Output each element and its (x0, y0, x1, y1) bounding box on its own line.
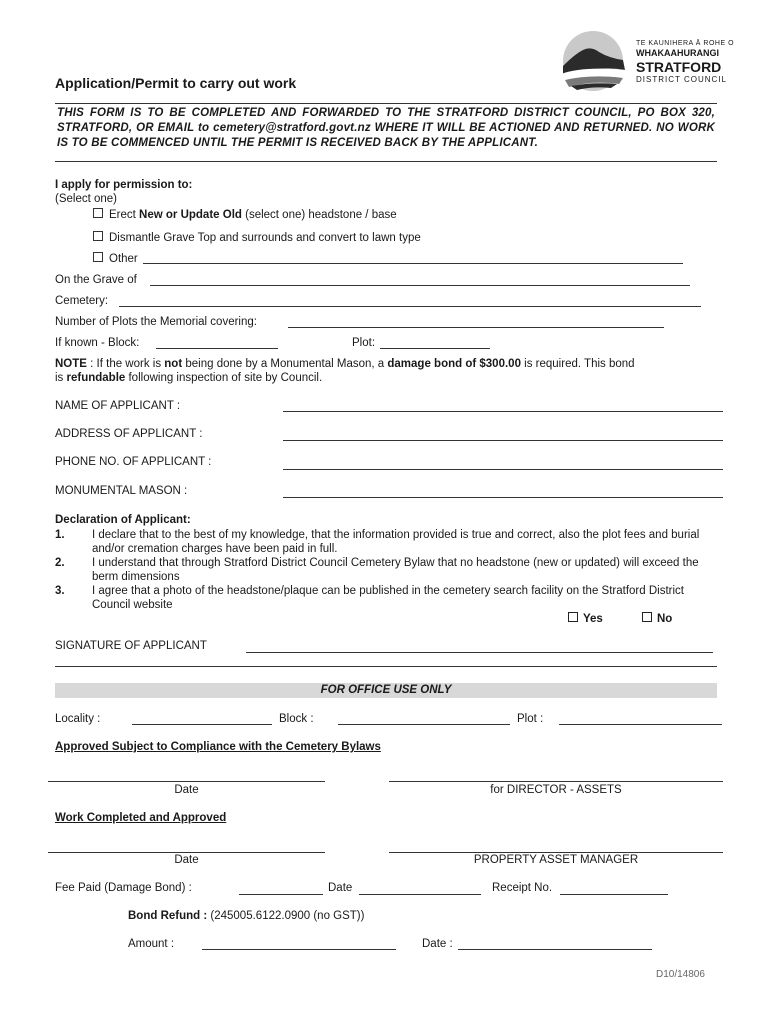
note-h: refundable (66, 372, 126, 384)
declaration-item (55, 528, 720, 556)
note-c: not (164, 358, 183, 370)
fee-date-line[interactable] (359, 894, 481, 895)
grave-label: On the Grave of (55, 274, 137, 286)
fee-date-label: Date (328, 882, 353, 894)
option-erect-label-c: (select one) headstone / base (241, 209, 397, 221)
date2-label: Date (174, 854, 199, 866)
declaration-item (55, 584, 720, 612)
block-label: If known - Block: (55, 337, 140, 349)
approved-heading: Approved Subject to Compliance with the Cemetery Bylaws (55, 741, 381, 753)
amount-date-line[interactable] (458, 949, 652, 950)
checkbox-no[interactable] (642, 612, 652, 622)
note-line-1 (55, 358, 635, 370)
grave-line[interactable] (150, 285, 690, 286)
option-other-label: Other (109, 253, 138, 265)
applicant-name-line[interactable] (283, 411, 723, 412)
plot-label: Plot: (352, 337, 376, 349)
block-line[interactable] (156, 348, 278, 349)
document-id: D10/14806 (656, 969, 705, 980)
director-label: for DIRECTOR - ASSETS (490, 784, 622, 796)
select-one-label: (Select one) (55, 193, 118, 205)
cemetery-line[interactable] (119, 306, 701, 307)
note-line-2 (55, 372, 322, 384)
option-erect-label-b: New or Update Old (139, 209, 242, 221)
option-erect[interactable] (93, 208, 397, 221)
yes-option[interactable] (568, 612, 603, 625)
mason-line[interactable] (283, 497, 723, 498)
office-block-label: Block : (279, 713, 314, 725)
option-erect-label-a: Erect (109, 209, 140, 221)
logo-line-2: WHAKAAHURANGI (636, 48, 719, 58)
logo-line-3: STRATFORD (636, 59, 722, 75)
no-option[interactable] (642, 612, 672, 625)
notice-box: THIS FORM IS TO BE COMPLETED AND FORWARDED TO THE STRATFORD DISTRICT COUNCIL, PO BOX 320, STRATFORD, OR EMAIL to cemetery@stratford.govt.nz WHERE IT WILL BE ACTIONED AND RETURNED. NO WORK IS TO BE COMMENCED UNTIL THE PERMIT IS RECEIVED BACK BY THE APPLICANT. (55, 103, 717, 162)
date1-line[interactable] (48, 781, 325, 782)
checkbox-erect[interactable] (93, 208, 103, 218)
work-completed-heading: Work Completed and Approved (55, 812, 227, 824)
plots-label: Number of Plots the Memorial covering: (55, 316, 257, 328)
declaration-num: 1. (55, 529, 65, 541)
section-divider (55, 666, 717, 667)
bond-refund-line (128, 910, 364, 922)
option-dismantle[interactable] (93, 231, 421, 244)
receipt-line[interactable] (560, 894, 668, 895)
declaration-heading: Declaration of Applicant: (55, 514, 191, 526)
yes-label: Yes (583, 613, 603, 625)
receipt-label: Receipt No. (492, 882, 553, 894)
note-d: being done by a Monumental Mason, a (182, 358, 388, 370)
office-block-line[interactable] (338, 724, 510, 725)
applicant-address-label: ADDRESS OF APPLICANT : (55, 428, 203, 440)
page-title: Application/Permit to carry out work (55, 75, 297, 91)
signature-label: SIGNATURE OF APPLICANT (55, 640, 207, 652)
apply-heading: I apply for permission to: (55, 179, 193, 191)
note-i: following inspection of site by Council. (125, 372, 323, 384)
declaration-text: I declare that to the best of my knowledge, that the information provided is true and correct, also the plot fees and burial and/or cremation charges have been paid in full. (92, 529, 700, 555)
office-plot-label: Plot : (517, 713, 544, 725)
manager-label: PROPERTY ASSET MANAGER (473, 854, 639, 866)
no-label: No (657, 613, 673, 625)
locality-line[interactable] (132, 724, 272, 725)
checkbox-dismantle[interactable] (93, 231, 103, 241)
cemetery-label: Cemetery: (55, 295, 109, 307)
checkbox-yes[interactable] (568, 612, 578, 622)
office-use-heading: FOR OFFICE USE ONLY (320, 684, 452, 696)
amount-line[interactable] (202, 949, 396, 950)
declaration-item (55, 556, 720, 584)
note-e: damage bond of $300.00 (387, 358, 521, 370)
option-other[interactable] (93, 252, 138, 265)
office-plot-line[interactable] (559, 724, 722, 725)
plot-line[interactable] (380, 348, 490, 349)
date1-label: Date (174, 784, 199, 796)
note-b: : If the work is (86, 358, 165, 370)
bond-refund-label: Bond Refund : (128, 910, 208, 922)
plots-line[interactable] (288, 327, 664, 328)
note-f: is required. This bond (520, 358, 635, 370)
checkbox-other[interactable] (93, 252, 103, 262)
bond-refund-code: (245005.6122.0900 (no GST)) (207, 910, 365, 922)
declaration-text: I agree that a photo of the headstone/plaque can be published in the cemetery search facility on the Stratford District Council website (92, 585, 684, 611)
applicant-phone-label: PHONE NO. OF APPLICANT : (55, 456, 212, 468)
fee-paid-line[interactable] (239, 894, 323, 895)
note-a: NOTE (55, 358, 87, 370)
date2-line[interactable] (48, 852, 325, 853)
declaration-text: I understand that through Stratford District Council Cemetery Bylaw that no headstone (new or updated) will exceed the berm dimensions (92, 557, 699, 583)
amount-label: Amount : (128, 938, 175, 950)
fee-paid-label: Fee Paid (Damage Bond) : (55, 882, 192, 894)
applicant-phone-line[interactable] (283, 469, 723, 470)
mason-label: MONUMENTAL MASON : (55, 485, 188, 497)
stratford-logo (553, 30, 633, 95)
note-g: is (55, 372, 67, 384)
director-signature-line[interactable] (389, 781, 723, 782)
other-line[interactable] (143, 263, 683, 264)
option-dismantle-label: Dismantle Grave Top and surrounds and convert to lawn type (109, 232, 421, 244)
locality-label: Locality : (55, 713, 101, 725)
manager-signature-line[interactable] (389, 852, 723, 853)
signature-line[interactable] (246, 652, 713, 653)
logo-line-4: DISTRICT COUNCIL (636, 75, 727, 84)
applicant-name-label: NAME OF APPLICANT : (55, 400, 181, 412)
declaration-num: 3. (55, 585, 65, 597)
declaration-num: 2. (55, 557, 65, 569)
logo-line-1: TE KAUNIHERA Ā ROHE O (636, 40, 735, 47)
applicant-address-line[interactable] (283, 440, 723, 441)
mountain-logo-icon (553, 30, 633, 92)
amount-date-label: Date : (422, 938, 453, 950)
